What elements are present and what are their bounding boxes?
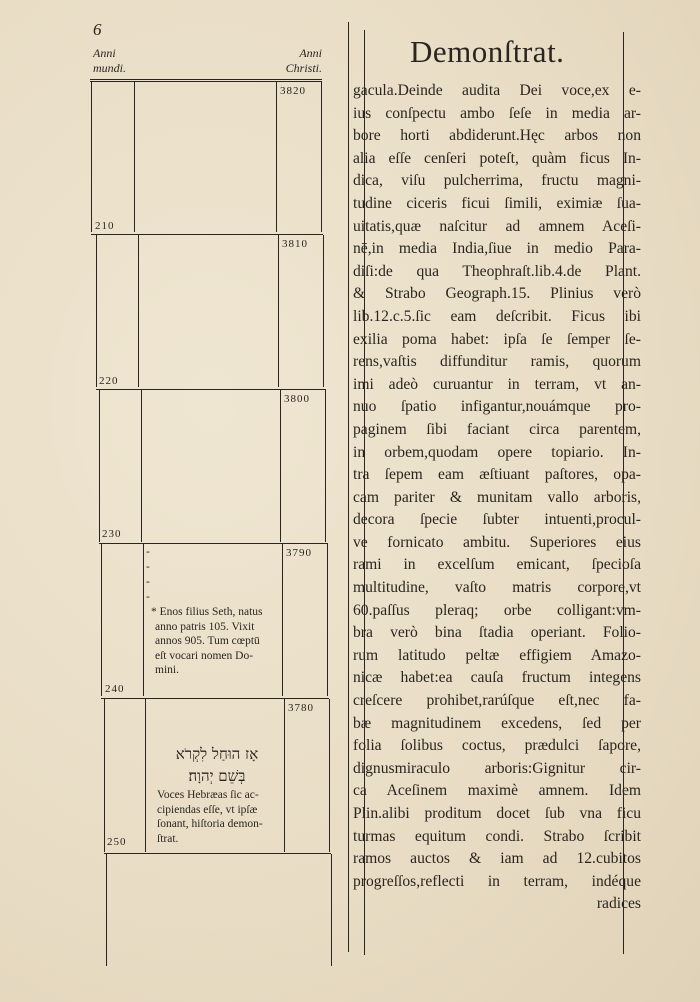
text-line: tudine ciceris ficui ſimili, eximiæ ſua- (353, 194, 641, 212)
table-column-rule (138, 235, 139, 387)
anni-christi-value: 3780 (288, 702, 314, 714)
enos-note-line: anno patris 105. Vixit (155, 620, 255, 633)
text-line: Plin.alibi proditum docet ſub vna ficu (353, 805, 641, 822)
anni-christi-value: 3810 (282, 238, 308, 250)
text-line: creſcere prohibet,rarúſque eſt,nec fa- (353, 692, 641, 710)
text-line: nicæ habet:ea cauſa fructum integens (353, 669, 641, 687)
enos-note-line: annos 905. Tum cœptū (155, 635, 260, 647)
enos-note-line: mini. (155, 664, 179, 676)
text-line: progreſſos,reflecti in terram, indéque (353, 872, 641, 890)
table-column-rule (329, 699, 330, 852)
enos-note-line: eſt vocari nomen Do- (155, 649, 254, 662)
text-line: uitatis,quæ naſcitur ad amnem Aceſi- (353, 217, 641, 235)
text-line: ve fornicato ambitu. Superiores eius (353, 533, 641, 551)
table-column-rule (145, 699, 146, 852)
text-line: tra ſepem eam æſtiuant paſtores, opa- (353, 466, 641, 484)
table-row-rule (96, 389, 326, 390)
text-line: & Strabo Geograph.15. Plinius verò (353, 285, 641, 303)
hebrew-line: בְּשֵׁם יְהוָה׃ (188, 767, 246, 785)
text-line: multitudine, vaſto matris corpore,vt (353, 579, 641, 597)
text-line: rami in excelſum emicant, ſpecioſa (353, 556, 641, 574)
table-column-rule (141, 390, 142, 542)
text-line: nē,in media India,ſiue in medio Para- (353, 240, 641, 258)
table-column-rule (99, 390, 100, 542)
text-line: paginem ſibi faciant circa parentem, (353, 420, 641, 438)
hebrew-note-line: cipiendas eſſe, vt ipſæ (157, 803, 258, 816)
text-line: dica, viſu pulcherrima, fructu magni- (353, 172, 641, 190)
hebrew-note-line: ſtrat. (157, 832, 179, 845)
enos-note (151, 605, 283, 678)
text-line: radices (596, 895, 641, 913)
table-top-rule (90, 81, 322, 82)
text-block-rule (348, 22, 349, 952)
anni-christi-header (262, 46, 322, 76)
text-line: dignusmiraculo arboris:Gignitur cir- (353, 759, 641, 777)
hebrew-note-line: Voces Hebræas ſic ac- (157, 789, 259, 801)
table-top-rule (90, 79, 322, 80)
table-row-rule (99, 543, 328, 544)
anni-christi-header-line: Christi. (285, 61, 322, 75)
table-column-rule (276, 82, 277, 232)
table-column-rule (104, 699, 105, 852)
table-row-rule (104, 853, 331, 854)
text-line: turmas equitum condi. Strabo ſcribit (353, 827, 641, 845)
anni-mundi-value: 230 (102, 528, 122, 540)
text-line: 60.paſſus pleraq; orbe colligant:vm- (353, 601, 641, 619)
table-column-rule (143, 544, 144, 696)
running-title: Demonſtrat. (410, 34, 565, 69)
text-line: folia ſolibus coctus, prædulci ſapore, (353, 737, 641, 755)
text-line: alia eſſe cenſeri poteſt, quàm ficus In- (353, 149, 641, 167)
text-line: gacula.Deinde audita Dei voce,ex e- (353, 82, 641, 99)
table-column-rule (331, 854, 332, 966)
enos-note-line: * Enos filius Seth, natus (151, 606, 263, 618)
hebrew-verse (150, 743, 284, 787)
table-row-rule (91, 234, 323, 235)
anni-christi-header-line: Anni (299, 46, 322, 60)
hebrew-line: אָז הוּחַל לִקְרֹא (175, 745, 259, 763)
table-column-rule (106, 854, 107, 966)
anni-mundi-value: 210 (95, 220, 115, 232)
table-column-rule (280, 390, 281, 542)
text-line: nuo ſpatio infigantur,nouámque pro- (353, 398, 641, 416)
anni-mundi-value: 250 (107, 836, 127, 848)
anni-mundi-header (93, 46, 126, 76)
text-line: decora ſpecie ſubter intuenti,procul- (353, 511, 641, 529)
text-line: bra verò bina ſtadia operiant. Folio- (353, 624, 641, 642)
table-column-rule (134, 82, 135, 232)
table-column-rule (327, 544, 328, 696)
anni-mundi-header-line: Anni (93, 46, 116, 60)
table-column-rule (321, 82, 322, 232)
text-line: rum latitudo peltæ effigiem Amazo- (353, 646, 641, 664)
page-number: 6 (93, 20, 102, 39)
text-line: bæ magnitudinem excedens, ſed per (353, 714, 641, 732)
text-line: exilia poma habet: ipſa ſe ſemper ſe- (353, 330, 641, 348)
anni-mundi-value: 220 (99, 375, 119, 387)
text-line: rens,vaſtis diffunditur ramis, quorum (353, 353, 641, 371)
table-row-rule (101, 698, 329, 699)
anni-mundi-value: 240 (105, 683, 125, 695)
dash-marks: - - - - (146, 546, 150, 603)
text-line: lib.12.c.5.ſic eam deſcribit. Ficus ibi (353, 307, 641, 325)
text-line: ramos auctos & iam ad 12.cubitos (353, 850, 641, 868)
hebrew-note-line: ſonant, hiſtoria demon- (157, 818, 263, 830)
table-column-rule (278, 235, 279, 387)
text-line: bore horti abdiderunt.Hęc arbos non (353, 127, 641, 145)
anni-christi-value: 3800 (284, 393, 310, 405)
text-line: in orbem,quodam opere topiario. In- (353, 443, 641, 461)
anni-christi-value: 3820 (280, 85, 306, 97)
anni-christi-value: 3790 (286, 547, 312, 559)
text-line: imi adeò curuantur in terram, vt an- (353, 375, 641, 393)
main-text (353, 80, 641, 916)
table-column-rule (101, 544, 102, 696)
table-column-rule (325, 390, 326, 542)
table-column-rule (96, 235, 97, 387)
text-line: cam pariter & munitam vallo arboris, (353, 488, 641, 506)
text-line: ca Aceſinem maximè amnem. Idem (353, 782, 641, 800)
table-column-rule (323, 235, 324, 387)
text-line: ius conſpectu ambo ſeſe in media ar- (353, 104, 641, 122)
text-line: diſi:de qua Theophraſt.lib.4.de Plant. (353, 262, 641, 280)
table-column-rule (91, 82, 92, 232)
anni-mundi-header-line: mundi. (93, 61, 126, 75)
hebrew-note (157, 788, 287, 846)
